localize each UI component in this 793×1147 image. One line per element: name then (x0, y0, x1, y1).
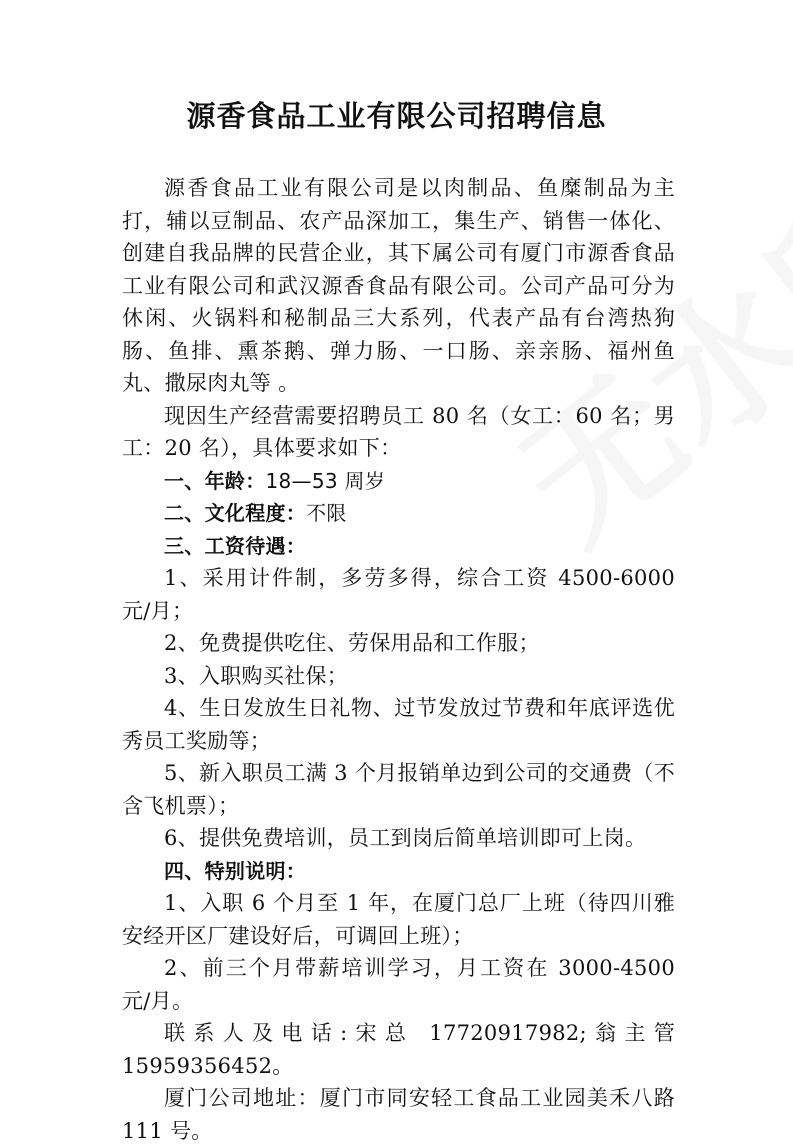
notes-item-2: 2、前三个月带薪培训学习，月工资在 3000-4500 元/月。 (122, 956, 675, 1013)
edu-line (122, 497, 675, 530)
age-label: 一、年龄： (164, 468, 266, 493)
notes-item-1: 1、入职 6 个月至 1 年，在厦门总厂上班（待四川雅安经开区厂建设好后，可调回上班）； (122, 891, 675, 948)
contact-line: 联系人及电话:宋总 17720917982;翁主管 15959356452。 (122, 1021, 675, 1078)
salary-item-2: 2、免费提供吃住、劳保用品和工作服； (164, 631, 540, 655)
intro-paragraph: 源香食品工业有限公司是以肉制品、鱼糜制品为主打，辅以豆制品、农产品深加工，集生产、销售一体化、创建自我品牌的民营企业，其下属公司有厦门市源香食品工业有限公司和武汉源香食品有限公司。公司产品可分为休闲、火锅料和秘制品三大系列，代表产品有台湾热狗肠、鱼排、熏茶鹅、弹力肠、一口肠、亲亲肠、福州鱼丸、撒尿肉丸等 。 (122, 176, 675, 395)
salary-item-4: 4、生日发放生日礼物、过节发放过节费和年底评选优秀员工奖励等； (122, 696, 675, 753)
age-line (122, 465, 675, 498)
salary-heading: 三、工资待遇： (164, 533, 307, 558)
salary-item-3: 3、入职购买社保； (164, 663, 349, 688)
address-line: 厦门公司地址：厦门市同安轻工食品工业园美禾八路 111 号。 (122, 1086, 675, 1143)
edu-label: 二、文化程度： (164, 501, 307, 525)
salary-item-1: 1、采用计件制，多劳多得，综合工资 4500-6000 元/月； (122, 566, 675, 623)
recruit-paragraph: 现因生产经营需要招聘员工 80 名（女工：60 名；男工：20 名），具体要求如下： (122, 403, 675, 460)
salary-item-5: 5、新入职员工满 3 个月报销单边到公司的交通费（不含飞机票）； (122, 761, 675, 818)
salary-item-6: 6、提供免费培训，员工到岗后简单培训即可上岗。 (164, 826, 647, 850)
notes-heading: 四、特别说明： (164, 858, 307, 883)
age-value: 18—53 周岁 (265, 468, 386, 493)
edu-value: 不限 (306, 501, 347, 525)
page-title: 源香食品工业有限公司招聘信息 (186, 99, 607, 133)
document-body (122, 172, 675, 1147)
